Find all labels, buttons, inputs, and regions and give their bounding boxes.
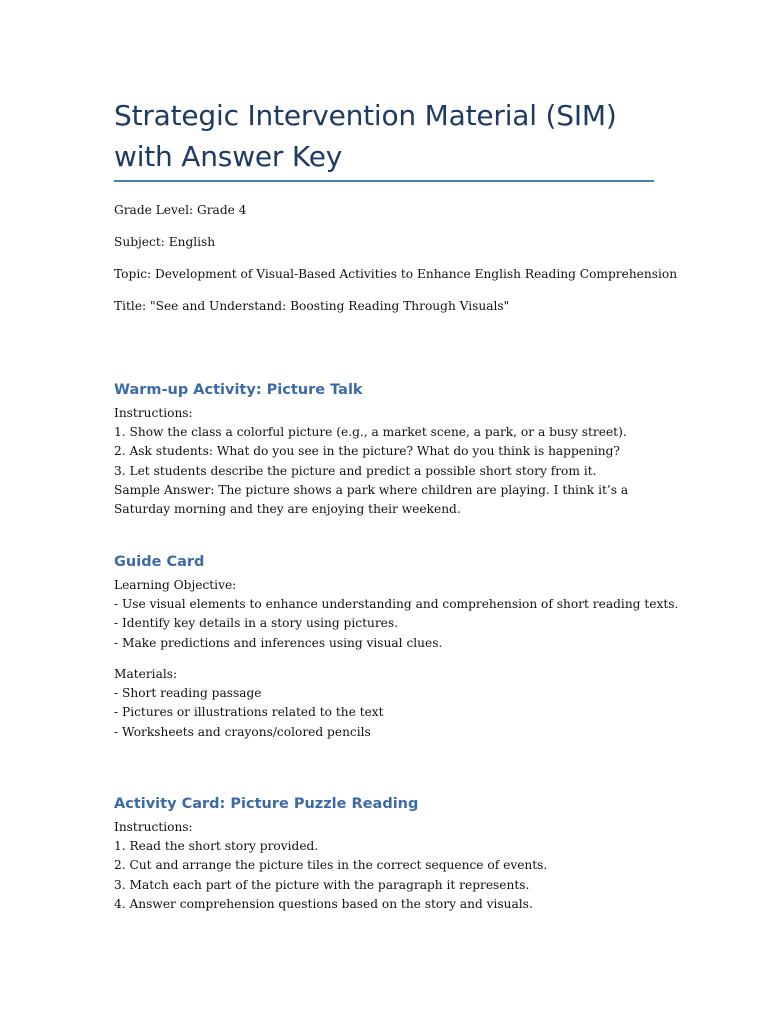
activity-card-section xyxy=(114,818,659,914)
activity-card-heading: Activity Card: Picture Puzzle Reading xyxy=(114,796,419,812)
guide-card-objectives xyxy=(114,576,679,653)
title-divider xyxy=(114,180,654,182)
warmup-heading: Warm-up Activity: Picture Talk xyxy=(114,382,363,398)
warmup-sample-answer: Sample Answer: The picture shows a park where children are playing. I think it’s a Saturday morning and they are enjoying their weekend. xyxy=(114,482,629,517)
objective-item: - Make predictions and inferences using visual clues. xyxy=(114,635,443,650)
guide-card-heading: Guide Card xyxy=(114,554,205,570)
activity-step: 2. Cut and arrange the picture tiles in the correct sequence of events. xyxy=(114,858,548,873)
objective-item: - Identify key details in a story using pictures. xyxy=(114,616,398,631)
grade-level: Grade Level: Grade 4 xyxy=(114,203,247,217)
document-title: Strategic Intervention Material (SIM) with Answer Key xyxy=(114,99,617,173)
warmup-step: 1. Show the class a colorful picture (e.g., a market scene, a park, or a busy street). xyxy=(114,425,627,440)
materials-label: Materials: xyxy=(114,667,178,681)
topic: Topic: Development of Visual-Based Activities to Enhance English Reading Comprehension xyxy=(114,267,678,281)
activity-step: 1. Read the short story provided. xyxy=(114,839,319,854)
activity-step: 3. Match each part of the picture with the paragraph it represents. xyxy=(114,877,530,892)
warmup-section xyxy=(114,404,659,519)
subject: Subject: English xyxy=(114,235,216,249)
material-item: - Worksheets and crayons/colored pencils xyxy=(114,724,371,739)
objective-label: Learning Objective: xyxy=(114,578,237,592)
guide-card-materials xyxy=(114,665,659,742)
material-item: - Pictures or illustrations related to the text xyxy=(114,705,384,720)
objective-item: - Use visual elements to enhance understanding and comprehension of short reading texts. xyxy=(114,597,679,612)
warmup-instructions-label: Instructions: xyxy=(114,406,193,420)
activity-instructions-label: Instructions: xyxy=(114,820,193,834)
warmup-step: 2. Ask students: What do you see in the picture? What do you think is happening? xyxy=(114,444,620,459)
warmup-step: 3. Let students describe the picture and predict a possible short story from it. xyxy=(114,463,597,478)
material-title: Title: "See and Understand: Boosting Reading Through Visuals" xyxy=(114,299,510,313)
material-item: - Short reading passage xyxy=(114,686,262,701)
activity-step: 4. Answer comprehension questions based on the story and visuals. xyxy=(114,896,533,911)
